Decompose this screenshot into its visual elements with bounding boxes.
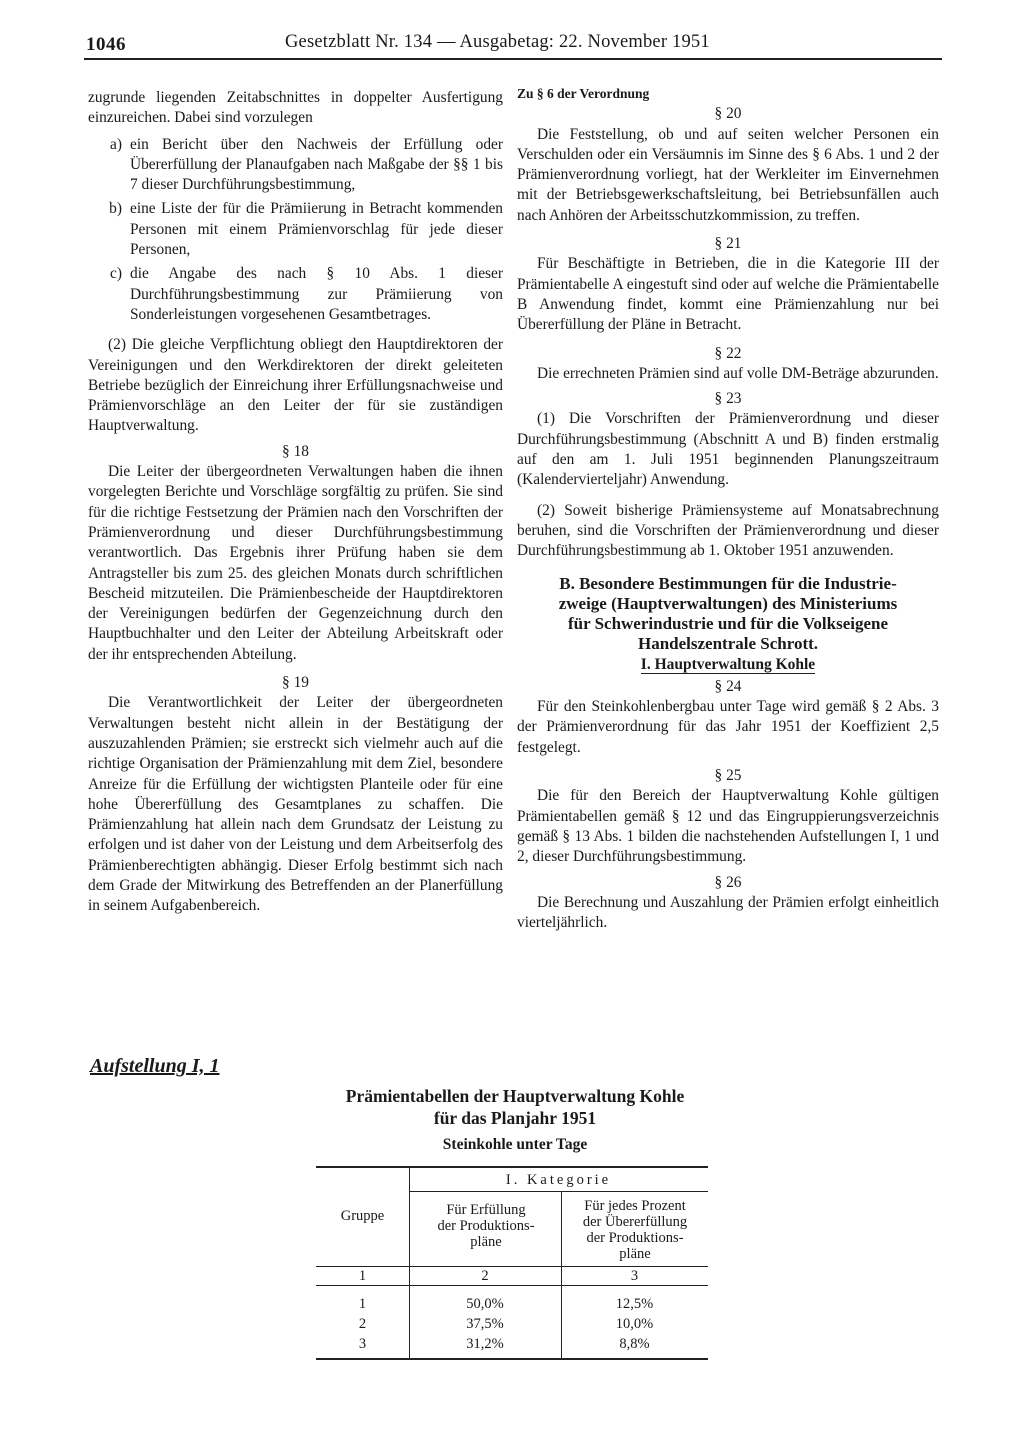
- section-text: Die Verantwortlichkeit der Leiter der übergeordneten Verwaltungen besteht nicht allein in der Bestätigung der auszuzahlenden Prämien; sie erstreckt sich vielmehr auch auf die richtige Organisation der Prämienzahlung mit dem Ziel, besondere Anreize für die Erfüllung der wichtigsten Planteile oder für eine hohe Übererfüllung des Gesamtplanes zu schaffen. Die Prämienzahlung hat allein nach dem Grundsatz der Leistung zu erfolgen und ist daher von der Leistung und dem Arbeitserfolg des Prämienberechtigten abhängig. Dieser Erfolg bestimmt sich nach dem Grade der Mitwirkung des Betreffenden an der Planerfüllung in seinem Aufgabenbereich.: [88, 694, 503, 915]
- section-text: Die für den Bereich der Hauptverwaltung Kohle gültigen Prämientabellen gemäß § 12 und das Eingruppierungsverzeichnis gemäß § 13 Abs. 1 bilden die nachstehenden Aufstellungen I, 1 und 2, dieser Durchführungsbestimmung.: [517, 787, 939, 866]
- header-line: der Übererfüllung: [582, 1214, 688, 1230]
- table-rule-bottom: [316, 1358, 708, 1360]
- premium-table: [316, 1166, 708, 1360]
- gazette-header-title: Gesetzblatt Nr. 134 — Ausgabetag: 22. November 1951: [285, 32, 710, 52]
- section-text: Für den Steinkohlenbergbau unter Tage wird gemäß § 2 Abs. 3 der Prämienverordnung für das Jahr 1951 der Koeffizient 2,5 festgelegt.: [517, 698, 939, 756]
- section-title: § 22: [714, 344, 742, 362]
- col-header-erfuellung: [411, 1202, 561, 1250]
- table-title-line: für das Planjahr 1951: [433, 1108, 597, 1128]
- table-cell-erfuellung: 37,5%: [466, 1316, 504, 1332]
- list-text: eine Liste der für die Prämiierung in Betracht kommenden Personen mit einem Prämienvorschlag für jede dieser Personen,: [130, 200, 503, 259]
- section-text: Die Leiter der übergeordneten Verwaltungen haben die ihnen vorgelegten Berichte und Vorschläge sorgfältig zu prüfen. Sie sind für die richtige Festsetzung der Prämien nach den Vorschriften der Prämienverordnung und dieser Durchführungsbestimmung verantwortlich. Das Ergebnis ihrer Prüfung haben sie dem Antragsteller bis zum 25. des gleichen Monats durch schriftlichen Bescheid mitzuteilen. Die Prämienbescheide der Hauptdirektoren der Vereinigungen bedürfen der Gegenzeichnung durch den Hauptbuchhalter und den Leiter der Abteilung Arbeitskraft oder der ihr entsprechenden Abteilung.: [88, 463, 503, 663]
- section-text: Für Beschäftigte in Betrieben, die in die Kategorie III der Prämientabelle A eingestuft sind oder auf welche die Prämientabelle B Anwendung findet, kommt eine Prämienzahlung nur bei Übererfüllung der Pläne in Betracht.: [517, 255, 939, 334]
- table-cell-erfuellung: 50,0%: [466, 1296, 504, 1312]
- col-number: 3: [630, 1268, 639, 1284]
- col-header-kategorie: I. Kategorie: [505, 1172, 612, 1188]
- table-cell-erfuellung: 31,2%: [466, 1336, 504, 1352]
- page-number: 1046: [86, 34, 126, 55]
- col-number: 1: [358, 1268, 367, 1284]
- list-item: [88, 199, 503, 260]
- subheading-text: I. Hauptverwaltung Kohle: [640, 655, 816, 673]
- paragraph-2: (2) Die gleiche Verpflichtung obliegt den Hauptdirektoren der Vereinigungen und den Werkdirektoren der direkt geleiteten Betriebe bezüglich der Einreichung ihrer Erfüllungsnachweise und Prämienvorschläge an den Leiter der für sie zuständigen Hauptverwaltung.: [88, 336, 503, 435]
- list-label: b): [109, 200, 122, 218]
- list-item: [88, 135, 503, 196]
- header-line: Für jedes Prozent: [584, 1198, 686, 1214]
- part-b-heading: [517, 574, 939, 654]
- table-cell-gruppe: 3: [358, 1336, 367, 1352]
- section-title: § 23: [714, 390, 742, 408]
- list-label: c): [110, 265, 122, 283]
- section-text: Die Berechnung und Auszahlung der Prämien erfolgt einheitlich vierteljährlich.: [517, 893, 939, 932]
- header-line: der Produktions-: [437, 1218, 535, 1234]
- section-text: Die errechneten Prämien sind auf volle DM-Beträge abzurunden.: [537, 364, 939, 382]
- header-line: pläne: [470, 1234, 502, 1250]
- section-title: § 21: [714, 235, 742, 253]
- table-rule-num: [316, 1285, 708, 1286]
- list-label: a): [110, 135, 122, 153]
- intro-paragraph: zugrunde liegenden Zeitabschnittes in doppelter Ausfertigung einzureichen. Dabei sind vorzulegen: [88, 89, 503, 127]
- col-number: 2: [481, 1268, 489, 1284]
- heading-line: zweige (Hauptverwaltungen) des Ministeriums: [558, 593, 898, 613]
- list-text: die Angabe des nach § 10 Abs. 1 dieser Durchführungsbestimmung zur Prämiierung von Sonderleistungen vorgesehenen Gesamtbetrages.: [130, 265, 503, 323]
- list-item: [88, 264, 503, 325]
- left-column: [88, 88, 503, 917]
- header-line: der Produktions-: [586, 1230, 684, 1246]
- table-cell-prozent: 12,5%: [615, 1296, 654, 1312]
- section-text: (2) Soweit bisherige Prämiensysteme auf Monatsabrechnung beruhen, sind die Vorschriften der Prämienverordnung und dieser Durchführungsbestimmung ab 1. Oktober 1951 anzuwenden.: [517, 501, 939, 560]
- table-cell-gruppe: 2: [358, 1316, 367, 1332]
- table-cell-gruppe: 1: [358, 1296, 367, 1312]
- col-header-prozent: [562, 1198, 708, 1262]
- section-text: (1) Die Vorschriften der Prämienverordnung und dieser Durchführungsbestimmung (Abschnitt A und B) finden erstmalig auf den am 1. Juli 1951 beginnenden Planungszeitraum (Kalendervierteljahr) Anwendung.: [517, 410, 939, 489]
- table-rule-top: [316, 1166, 708, 1168]
- table-rule-head: [316, 1266, 708, 1267]
- table-title: [260, 1085, 770, 1129]
- list-text: ein Bericht über den Nachweis der Erfüllung oder Übererfüllung der Planaufgaben nach Maßgabe der §§ 1 bis 7 dieser Durchführungsbestimmung,: [130, 135, 503, 194]
- col-header-gruppe: Gruppe: [340, 1208, 385, 1224]
- section-text: Die Feststellung, ob und auf seiten welcher Personen ein Verschulden oder ein Versäumnis im Sinne des § 6 Abs. 1 und 2 der Prämienverordnung vorliegt, hat der Werkleiter im Einvernehmen mit der Betriebsgewerkschaftsleitung, bei Betriebsunfällen auch nach Anhören der Arbeitsschutzkommission, zu treffen.: [517, 125, 939, 224]
- header-rule: [84, 58, 942, 60]
- section-title: § 26: [714, 873, 742, 891]
- table-subtitle: Steinkohle unter Tage: [442, 1136, 588, 1153]
- heading-line: Handelszentrale Schrott.: [637, 633, 819, 653]
- right-column: [517, 88, 939, 933]
- heading-line: B. Besondere Bestimmungen für die Industrie-: [559, 573, 897, 593]
- header-line: pläne: [619, 1246, 651, 1262]
- part-b-subheading: [517, 655, 939, 675]
- section-title: § 19: [282, 674, 309, 692]
- section-title: § 24: [714, 677, 742, 695]
- subheading: Zu § 6 der Verordnung: [517, 86, 650, 101]
- table-cell-prozent: 10,0%: [615, 1316, 654, 1332]
- section-title: § 20: [714, 105, 742, 123]
- heading-line: für Schwerindustrie und für die Volkseigene: [567, 613, 889, 633]
- aufstellung-label: Aufstellung I, 1: [90, 1055, 220, 1077]
- section-title: § 18: [282, 442, 309, 460]
- header-line: Für Erfüllung: [446, 1202, 526, 1218]
- table-cell-prozent: 8,8%: [619, 1336, 650, 1352]
- section-title: § 25: [714, 767, 742, 785]
- table-rule-kategorie: [409, 1191, 708, 1192]
- table-title-line: Prämientabellen der Hauptverwaltung Kohle: [345, 1086, 685, 1106]
